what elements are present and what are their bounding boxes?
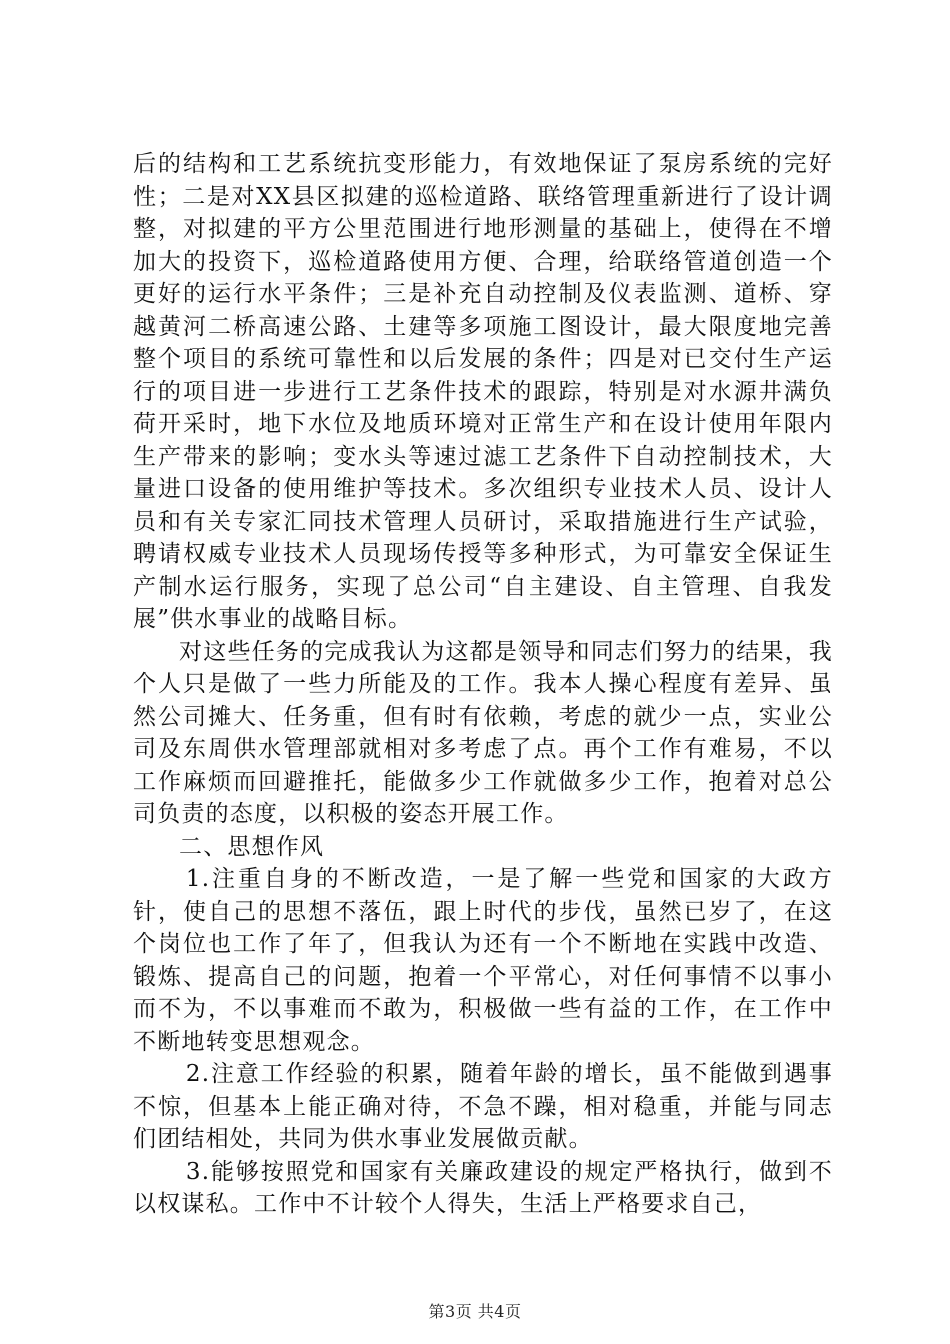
section-heading-thought-style: 二、思想作风 (179, 833, 325, 860)
list-item-3: 3.能够按照党和国家有关廉政建设的规定严格执行，做到不以权谋私。工作中不计较个人得失，生活上严格要求自己， (133, 1158, 833, 1217)
paragraph-continuation: 后的结构和工艺系统抗变形能力，有效地保证了泵房系统的完好性；二是对XX县区拟建的巡检道路、联络管理重新进行了设计调整，对拟建的平方公里范围进行地形测量的基础上，使得在不增加大的投资下，巡检道路使用方便、合理，给联络管道创造一个更好的运行水平条件；三是补充自动控制及仪表监测、道桥、穿越黄河二桥高速公路、土建等多项施工图设计，最大限度地完善整个项目的系统可靠性和以后发展的条件；四是对已交付生产运行的项目进一步进行工艺条件技术的跟踪，特别是对水源井满负荷开采时，地下水位及地质环境对正常生产和在设计使用年限内生产带来的影响；变水头等速过滤工艺条件下自动控制技术，大量进口设备的使用维护等技术。多次组织专业技术人员、设计人员和有关专家汇同技术管理人员研讨，采取措施进行生产试验，聘请权威专业技术人员现场传授等多种形式，为可靠安全保证生产制水运行服务，实现了总公司“自主建设、自主管理、自我发展”供水事业的战略目标。 (133, 151, 833, 632)
list-item-1: 1.注重自身的不断改造，一是了解一些党和国家的大政方针，使自己的思想不落伍，跟上时代的步伐，虽然已岁了，在这个岗位也工作了年了，但我认为还有一个不断地在实践中改造、锻炼、提高自己的问题，抱着一个平常心，对任何事情不以事小而不为，不以事难而不敢为，积极做一些有益的工作，在工作中不断地转变思想观念。 (133, 866, 833, 1055)
document-body (133, 148, 833, 1221)
paragraph-reflection: 对这些任务的完成我认为这都是领导和同志们努力的结果，我个人只是做了一些力所能及的工作。我本人操心程度有差异、虽然公司摊大、任务重，但有时有依赖，考虑的就少一点，实业公司及东周供水管理部就相对多考虑了点。再个工作有难易，不以工作麻烦而回避推托，能做多少工作就做多少工作，抱着对总公司负责的态度，以积极的姿态开展工作。 (133, 638, 833, 827)
page-footer: 第3页 共4页 (428, 1302, 522, 1321)
list-item-2: 2.注意工作经验的积累，随着年龄的增长，虽不能做到遇事不惊，但基本上能正确对待，不急不躁，相对稳重，并能与同志们团结相处，共同为供水事业发展做贡献。 (133, 1061, 833, 1152)
